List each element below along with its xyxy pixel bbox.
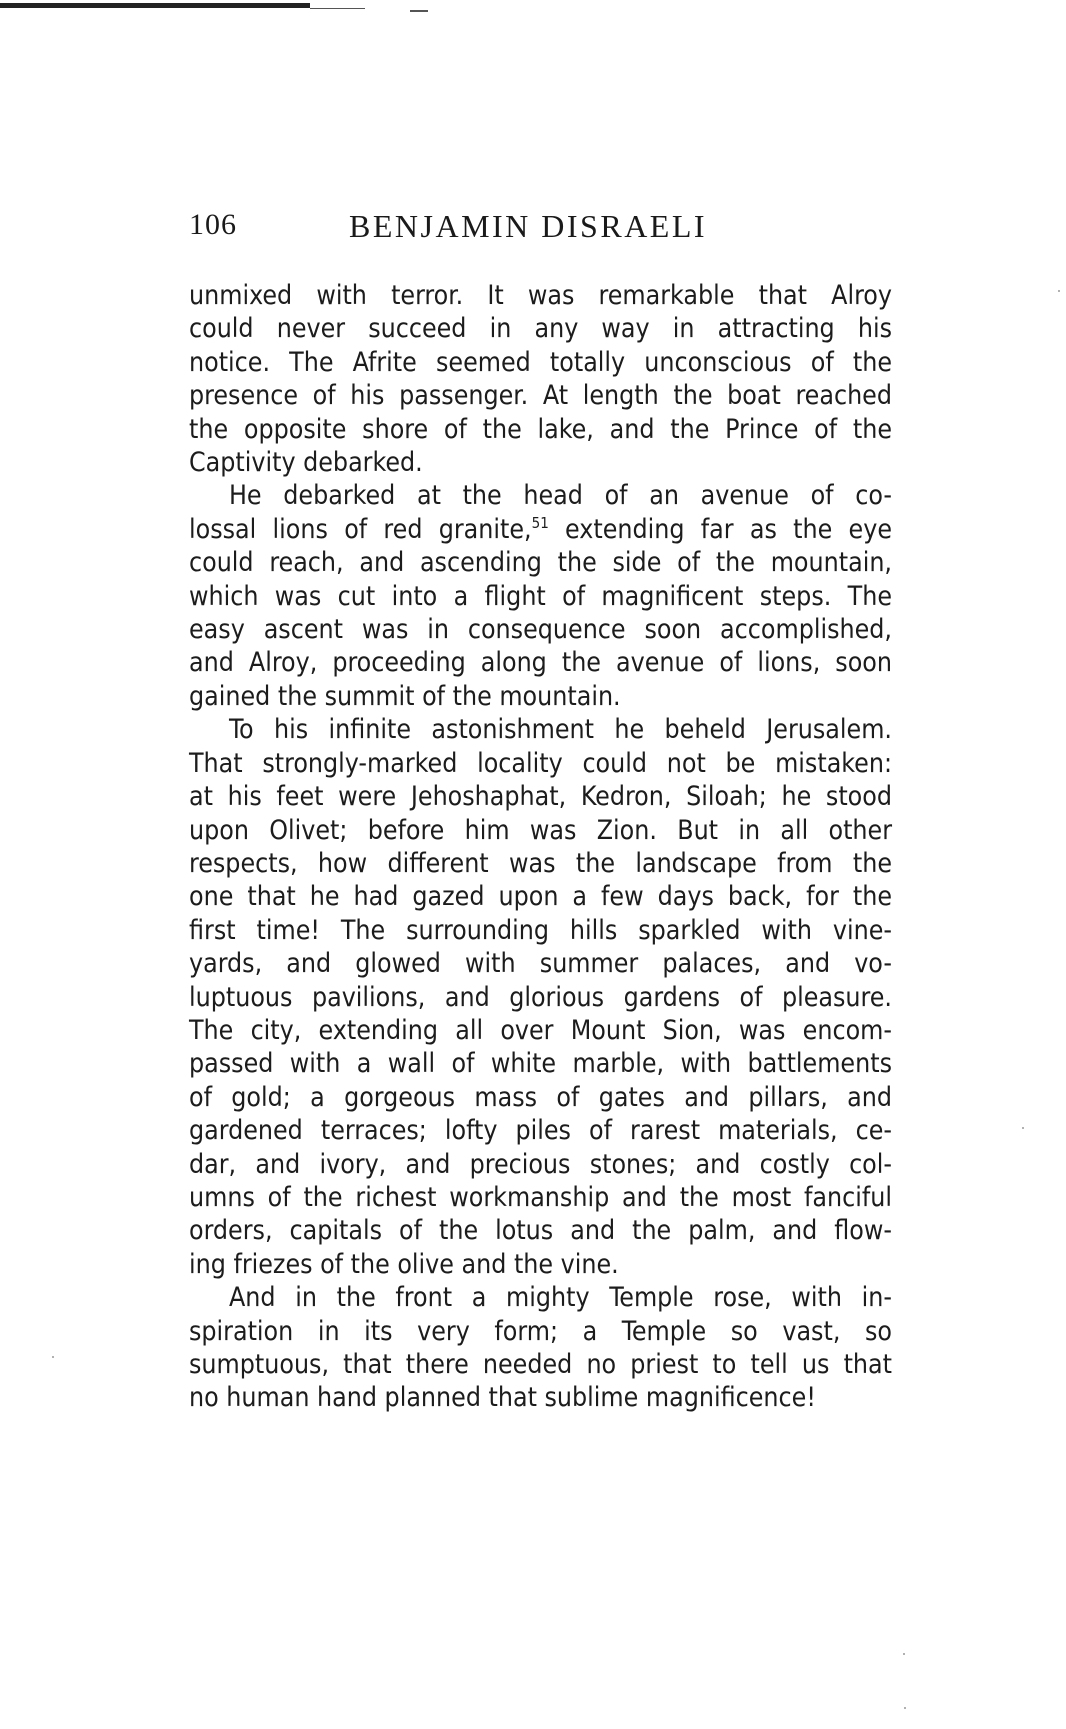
paper-speck xyxy=(903,1653,905,1655)
text-line: dar, and ivory, and precious stones; and costly col- xyxy=(189,1148,892,1180)
text-fragment: lossal lions of red granite, xyxy=(189,513,532,545)
paper-speck xyxy=(52,1356,54,1358)
text-line: passed with a wall of white marble, with battlements xyxy=(189,1048,892,1080)
text-line: spiration in its very form; a Temple so vast, so xyxy=(189,1315,892,1347)
paper-speck xyxy=(904,1707,906,1709)
paragraph-2 xyxy=(189,479,892,713)
paragraph-4 xyxy=(189,1281,892,1415)
text-line: And in the front a mighty Temple rose, with in- xyxy=(229,1282,892,1314)
top-rule xyxy=(0,0,395,12)
text-line: could never succeed in any way in attracting his xyxy=(189,313,892,345)
text-line: luptuous pavilions, and glorious gardens of pleasure. xyxy=(189,981,892,1013)
text-line: He debarked at the head of an avenue of co- xyxy=(229,480,892,512)
page-number: 106 xyxy=(189,208,237,241)
text-line: ing friezes of the olive and the vine. xyxy=(189,1248,619,1280)
paper-speck xyxy=(1022,1127,1024,1129)
text-line: and Alroy, proceeding along the avenue of lions, soon xyxy=(189,647,892,679)
text-line: first time! The surrounding hills sparkled with vine- xyxy=(189,914,892,946)
text-line: gained the summit of the mountain. xyxy=(189,680,621,712)
text-line: at his feet were Jehoshaphat, Kedron, Siloah; he stood xyxy=(189,781,892,813)
paragraph-3 xyxy=(189,713,892,1281)
text-line-with-footnote xyxy=(189,513,892,546)
text-line: the opposite shore of the lake, and the Prince of the xyxy=(189,413,892,445)
text-line: no human hand planned that sublime magnificence! xyxy=(189,1382,816,1414)
page-header xyxy=(189,208,889,248)
text-line: orders, capitals of the lotus and the palm, and flow- xyxy=(189,1215,892,1247)
text-line: unmixed with terror. It was remarkable that Alroy xyxy=(189,280,892,311)
text-line: The city, extending all over Mount Sion, was encom- xyxy=(189,1014,892,1046)
text-line: could reach, and ascending the side of the mountain, xyxy=(189,547,892,579)
top-rule-dash xyxy=(410,10,428,12)
text-line: gardened terraces; lofty piles of rarest materials, ce- xyxy=(189,1115,892,1147)
top-rule-thick xyxy=(0,3,310,8)
paragraph-1 xyxy=(189,279,892,479)
text-line: umns of the richest workmanship and the most fanciful xyxy=(189,1181,892,1213)
text-line: which was cut into a flight of magnificent steps. The xyxy=(189,580,892,612)
paper-speck xyxy=(1058,290,1060,292)
text-line: yards, and glowed with summer palaces, and vo- xyxy=(189,948,892,980)
text-line: of gold; a gorgeous mass of gates and pillars, and xyxy=(189,1081,892,1113)
text-line: Captivity debarked. xyxy=(189,447,423,479)
text-line: easy ascent was in consequence soon accomplished, xyxy=(189,614,892,646)
text-line: presence of his passenger. At length the boat reached xyxy=(189,380,892,412)
footnote-reference[interactable]: 51 xyxy=(531,514,549,533)
body-text xyxy=(189,279,892,1415)
text-line: notice. The Afrite seemed totally unconscious of the xyxy=(189,346,892,378)
text-line: respects, how different was the landscape from the xyxy=(189,847,892,879)
text-line: one that he had gazed upon a few days back, for the xyxy=(189,881,892,913)
text-line: To his infinite astonishment he beheld Jerusalem. xyxy=(229,714,892,746)
running-title: BENJAMIN DISRAELI xyxy=(349,208,708,244)
text-line: sumptuous, that there needed no priest to tell us that xyxy=(189,1349,892,1380)
top-rule-thin xyxy=(310,8,365,9)
text-fragment: extending far as the eye xyxy=(548,513,892,545)
text-line: upon Olivet; before him was Zion. But in all other xyxy=(189,814,892,846)
text-line: That strongly-marked locality could not be mistaken: xyxy=(189,747,892,779)
